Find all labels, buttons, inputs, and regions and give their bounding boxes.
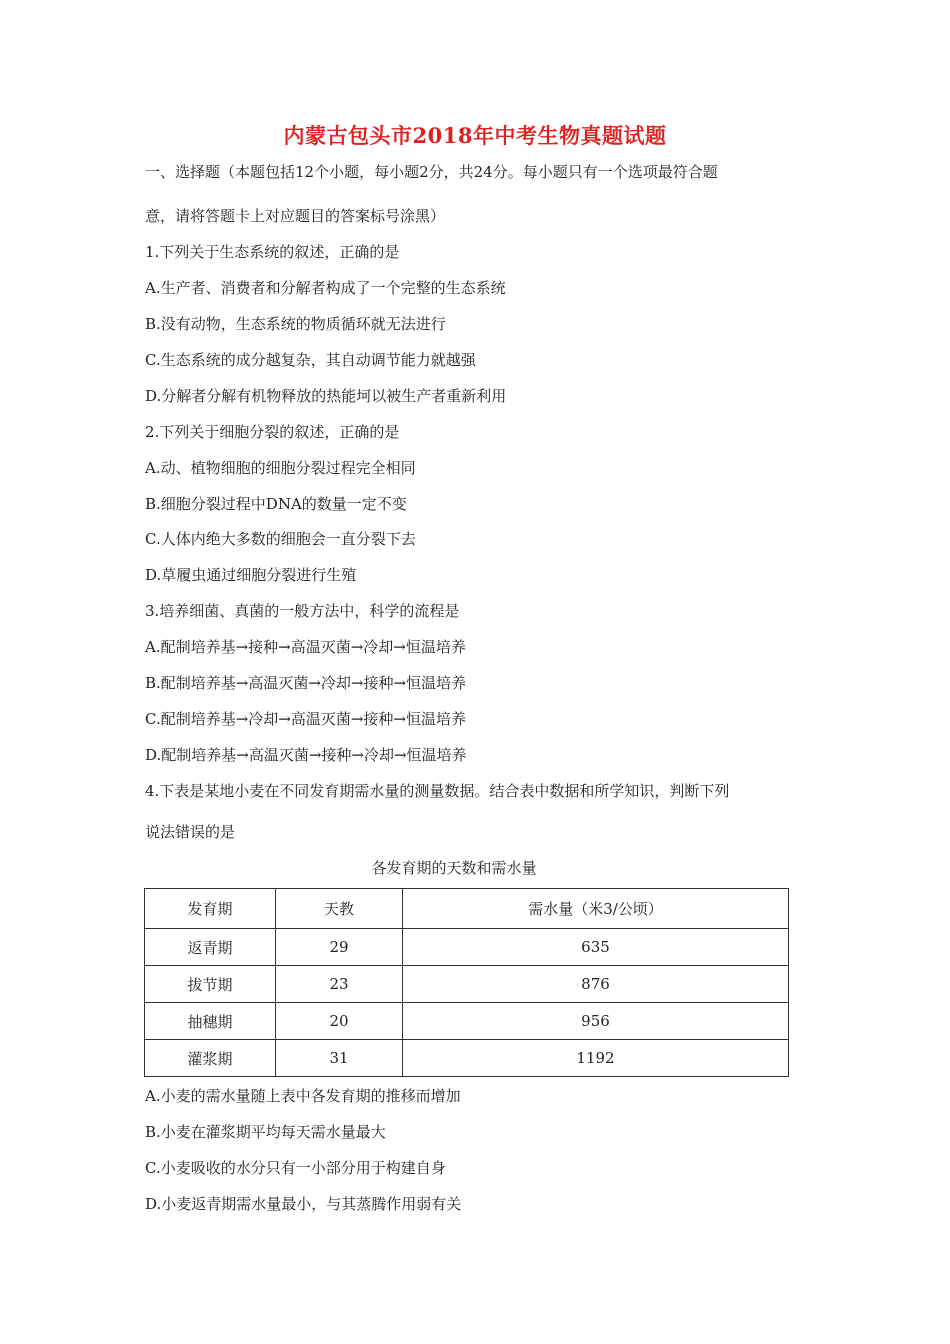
- cell-stage: 返青期: [145, 929, 276, 966]
- page-title: 内蒙古包头市2018年中考生物真题试题: [283, 123, 667, 148]
- header-days: 天教: [276, 889, 403, 929]
- question-4-option-c: C.小麦吸收的水分只有一小部分用于构建自身: [145, 1159, 446, 1177]
- section-instructions-line-2: 意，请将答题卡上对应题目的答案标号涂黑）: [145, 207, 446, 225]
- question-3-option-c: C.配制培养基→冷却→高温灭菌→接种→恒温培养: [145, 710, 466, 728]
- question-2-option-b: B.细胞分裂过程中DNA的数量一定不变: [145, 495, 407, 513]
- question-2-option-d: D.草履虫通过细胞分裂进行生殖: [145, 566, 357, 584]
- question-4-stem-line-1: 4.下表是某地小麦在不同发育期需水量的测量数据。结合表中数据和所学知识，判断下列: [145, 782, 730, 800]
- cell-stage: 抽穗期: [145, 1003, 276, 1040]
- question-4-option-a: A.小麦的需水量随上表中各发育期的推移而增加: [145, 1087, 461, 1105]
- question-1-stem: 1.下列关于生态系统的叙述，正确的是: [145, 243, 400, 261]
- question-3-option-d: D.配制培养基→高温灭菌→接种→冷却→恒温培养: [145, 746, 467, 764]
- cell-water-demand: 876: [403, 966, 789, 1003]
- question-2-stem: 2.下列关于细胞分裂的叙述，正确的是: [145, 423, 400, 441]
- table-row: [145, 929, 789, 966]
- cell-days: 23: [276, 966, 403, 1003]
- cell-water-demand: 956: [403, 1003, 789, 1040]
- table-header-row: [145, 889, 789, 929]
- question-2-option-c: C.人体内绝大多数的细胞会一直分裂下去: [145, 530, 416, 548]
- cell-stage: 拔节期: [145, 966, 276, 1003]
- question-4-option-d: D.小麦返青期需水量最小，与其蒸腾作用弱有关: [145, 1195, 462, 1213]
- cell-days: 31: [276, 1040, 403, 1077]
- table-row: [145, 1040, 789, 1077]
- question-4-option-b: B.小麦在灌浆期平均每天需水量最大: [145, 1123, 386, 1141]
- cell-water-demand: 635: [403, 929, 789, 966]
- table-row: [145, 966, 789, 1003]
- cell-water-demand: 1192: [403, 1040, 789, 1077]
- water-demand-table: [144, 888, 789, 1077]
- question-3-option-a: A.配制培养基→接种→高温灭菌→冷却→恒温培养: [145, 638, 466, 656]
- question-1-option-d: D.分解者分解有机物释放的热能坷以被生产者重新利用: [145, 387, 507, 405]
- question-1-option-c: C.生态系统的成分越复杂，其自动调节能力就越强: [145, 351, 476, 369]
- header-stage: 发育期: [145, 889, 276, 929]
- cell-days: 20: [276, 1003, 403, 1040]
- question-3-stem: 3.培养细菌、真菌的一般方法中，科学的流程是: [145, 602, 460, 620]
- question-1-option-b: B.没有动物，生态系统的物质循环就无法进行: [145, 315, 446, 333]
- table-row: [145, 1003, 789, 1040]
- question-2-option-a: A.动、植物细胞的细胞分裂过程完全相同: [145, 459, 416, 477]
- question-4-stem-line-2: 说法错误的是: [145, 823, 236, 841]
- cell-days: 29: [276, 929, 403, 966]
- question-1-option-a: A.生产者、消费者和分解者构成了一个完整的生态系统: [145, 279, 506, 297]
- section-instructions-line-1: 一、选择题（本题包括12个小题，每小题2分，共24分。每小题只有一个选项最符合题: [145, 163, 718, 181]
- header-water-demand: 需水量（米3/公顷）: [403, 889, 789, 929]
- question-3-option-b: B.配制培养基→高温灭菌→冷却→接种→恒温培养: [145, 674, 467, 692]
- table-caption: 各发育期的天数和需水量: [371, 859, 537, 877]
- cell-stage: 灌浆期: [145, 1040, 276, 1077]
